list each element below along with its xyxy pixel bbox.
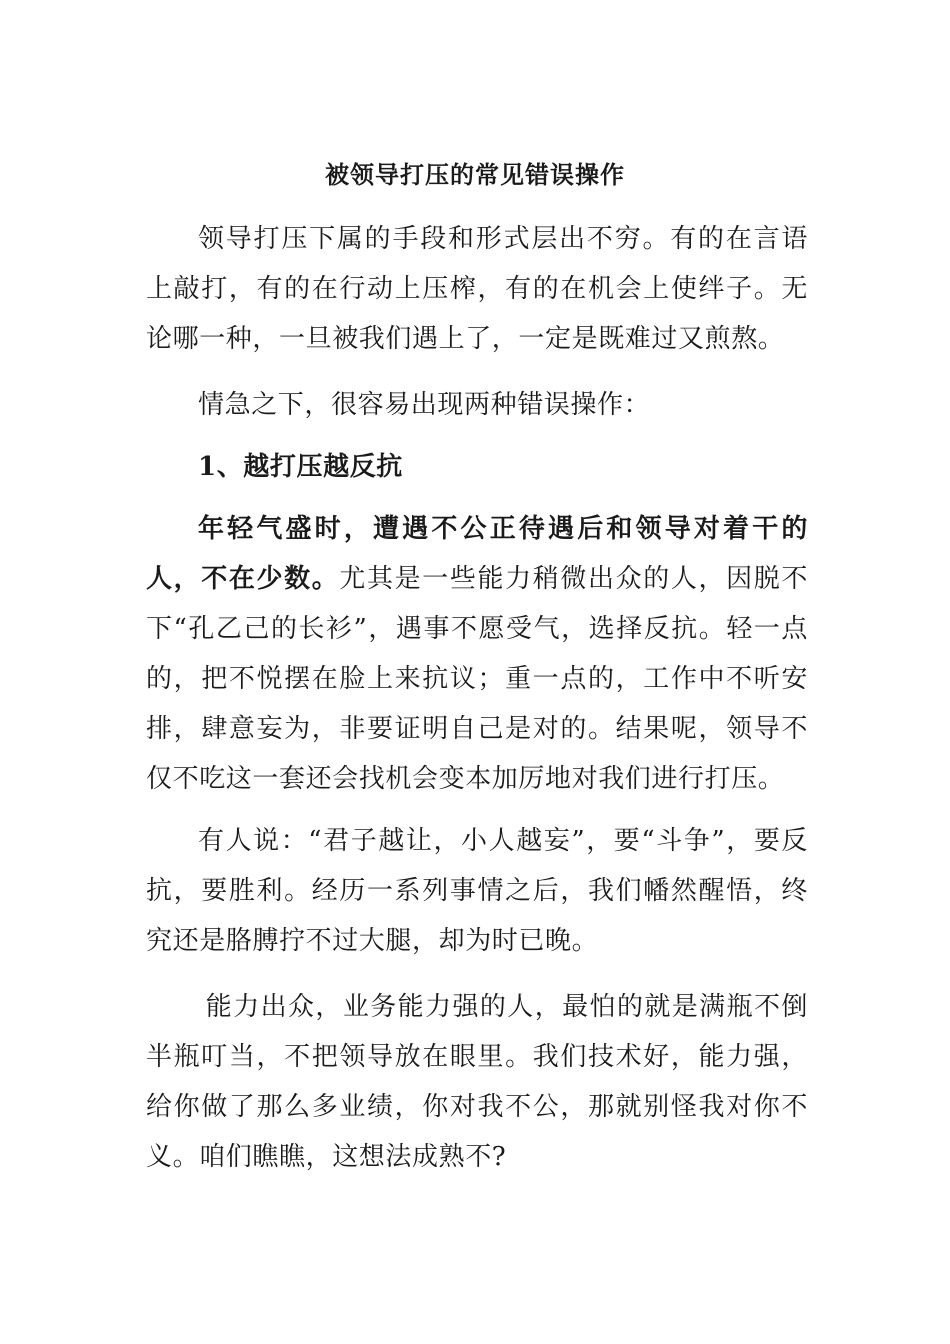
paragraph-capable: 能力出众，业务能力强的人，最怕的就是满瓶不倒半瓶叮当，不把领导放在眼里。我们技术好，能力强，给你做了那么多业绩，你对我不公，那就别怪我对你不义。咱们瞧瞧，这想法成熟不? (146, 992, 808, 1172)
paragraph-quote: 有人说：“君子越让，小人越妄”，要“斗争”，要反抗，要胜利。经历一系列事情之后，我们幡然醒悟，终究还是胳膊拧不过大腿，却为时已晚。 (146, 826, 808, 956)
document-title: 被领导打压的常见错误操作 (325, 160, 625, 189)
paragraph-young-resist (146, 504, 808, 804)
paragraph-intro: 领导打压下属的手段和形式层出不穷。有的在言语上敲打，有的在行动上压榨，有的在机会上使绊子。无论哪一种，一旦被我们遇上了，一定是既难过又煎熬。 (146, 224, 808, 354)
paragraph-rest: 尤其是一些能力稍微出众的人，因脱不下“孔乙己的长衫”，遇事不愿受气，选择反抗。轻一点的，把不悦摆在脸上来抗议；重一点的，工作中不听安排，肆意妄为，非要证明自己是对的。结果呢，领导不仅不吃这一套还会找机会变本加厉地对我们进行打压。 (146, 564, 809, 794)
section-heading-1: 1、越打压越反抗 (198, 452, 403, 482)
paragraph-two-mistakes: 情急之下，很容易出现两种错误操作： (198, 390, 651, 420)
document-body (146, 214, 808, 1194)
paragraph-lead-bold: 年轻气盛时，遭遇不公正待遇后和领导对着干的人，不在少数。 (146, 514, 808, 594)
